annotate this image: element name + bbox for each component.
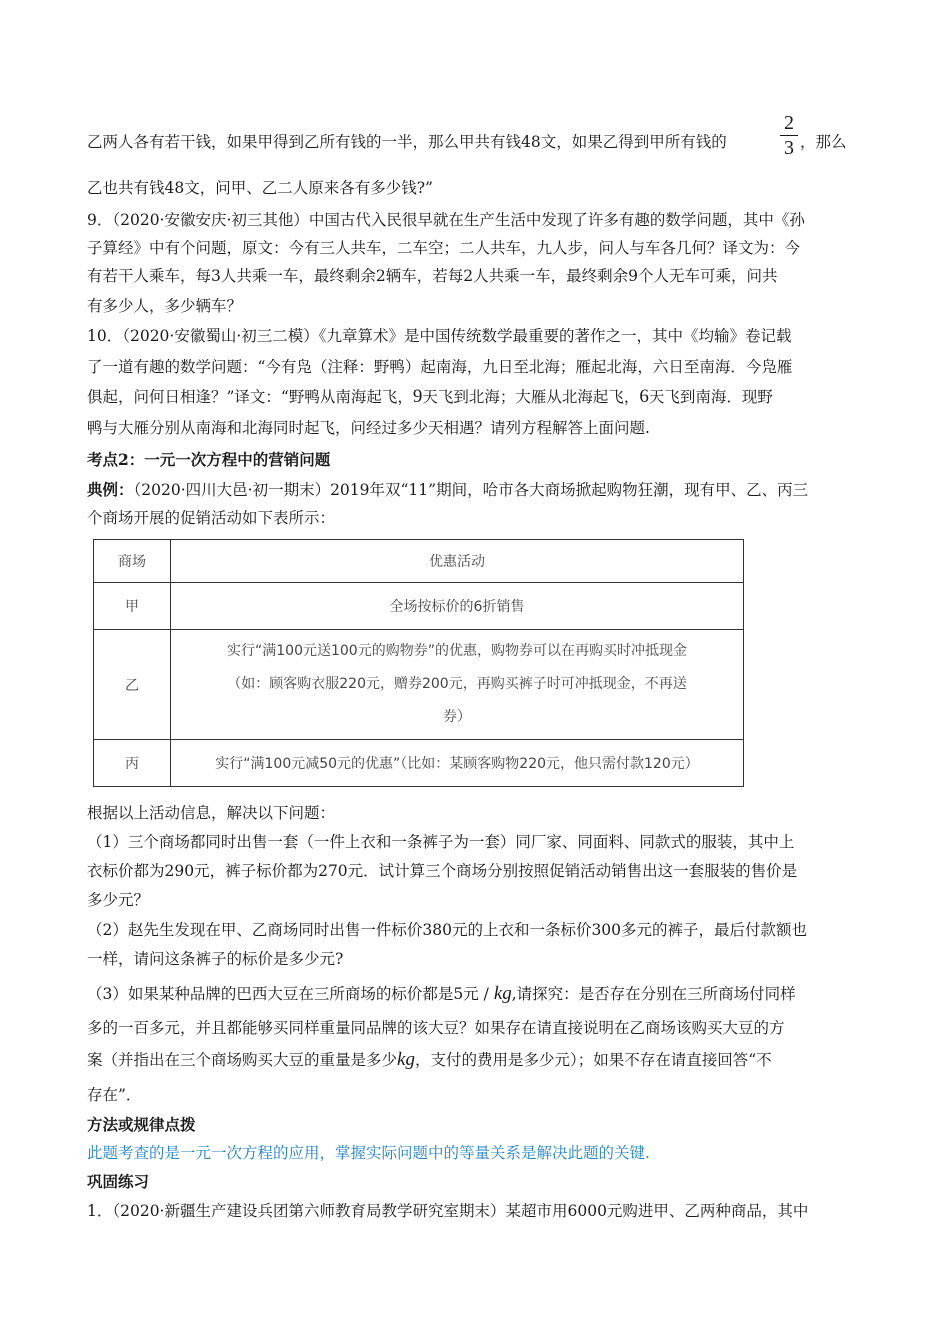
q9-line-1: 9．（2020·安徽安庆·初三其他）中国古代入民很早就在生产生活中发现了许多有趣的数学问题，其中《孙 bbox=[87, 211, 805, 229]
sub3-line-4: 存在”． bbox=[87, 1086, 142, 1104]
number-six: 6 bbox=[639, 386, 649, 407]
q10-line-4: 鸭与大雁分别从南海和北海同时起飞，问经过多少天相遇？请列方程解答上面问题. bbox=[87, 419, 650, 437]
table-header-row bbox=[94, 540, 744, 583]
row-mall-jia: 甲 bbox=[94, 583, 171, 630]
table-row bbox=[94, 630, 744, 740]
table-row bbox=[94, 740, 744, 787]
q10-line-2: 了一道有趣的数学问题：“今有凫（注释：野鸭）起南海，九日至北海；雁起北海，六日至南海．今凫雁 bbox=[87, 358, 793, 376]
practice-title: 巩固练习 bbox=[87, 1172, 150, 1191]
unit-kg-2: kg bbox=[397, 1049, 415, 1070]
header-mall: 商场 bbox=[94, 540, 171, 583]
q10-line-3: 俱起，问何日相逢？”译文：“野鸭从南海起飞，9天飞到北海；大雁从北海起飞，6天飞到南海．现野 bbox=[87, 386, 773, 407]
sub1-line-2: 衣标价都为290元，裤子标价都为270元．试计算三个商场分别按照促销活动销售出这一套服装的售价是 bbox=[87, 862, 798, 880]
promotion-table bbox=[93, 539, 744, 787]
row-promo-bing: 实行“满100元减50元的优惠”（比如：某顾客购物220元，他只需付款120元） bbox=[171, 740, 744, 787]
q9-line-4: 有多少人，多少辆车？ bbox=[87, 297, 243, 315]
fraction-denominator: 3 bbox=[784, 137, 794, 159]
header-promotion: 优惠活动 bbox=[171, 540, 744, 583]
q9-line-3: 有若干人乘车，每3人共乘一车，最终剩余2辆车，若每2人共乘一车，最终剩余9个人无车可乘，问共 bbox=[87, 267, 778, 285]
example-label: 典例： bbox=[87, 480, 134, 499]
q10-line-1: 10．（2020·安徽蜀山·初三二模）《九章算术》是中国传统数学最重要的著作之一，其中《均输》卷记载 bbox=[87, 327, 792, 345]
intro-line-1: 乙两人各有若干钱，如果甲得到乙所有钱的一半，那么甲共有钱48文，如果乙得到甲所有钱的 bbox=[87, 133, 727, 151]
sub2-line-1: （2）赵先生发现在甲、乙商场同时出售一件标价380元的上衣和一条标价300多元的裤子，最后付款额也 bbox=[87, 921, 808, 939]
section-title-kp2: 考点2：一元一次方程中的营销问题 bbox=[87, 450, 331, 469]
row-mall-yi: 乙 bbox=[94, 630, 171, 740]
fraction-numerator: 2 bbox=[784, 112, 794, 134]
intro-line-2: 乙也共有钱48文，问甲、乙二人原来各有多少钱?” bbox=[87, 179, 433, 197]
sub3-line-3: 案（并指出在三个商场购买大豆的重量是多少kg，支付的费用是多少元）；如果不存在请直接回答“不 bbox=[87, 1049, 772, 1070]
intro-line-1-end: ，那么 bbox=[800, 133, 847, 151]
example-line-1: 典例：（2020·四川大邑·初一期末）2019年双“11”期间，哈市各大商场掀起购物狂潮，现有甲、乙、丙三 bbox=[87, 480, 809, 499]
number-nine: 9 bbox=[412, 386, 423, 407]
method-title: 方法或规律点拨 bbox=[87, 1115, 196, 1134]
sub3-line-1: （3）如果某种品牌的巴西大豆在三所商场的标价都是5元 / kg,请探究：是否存在分别在三所商场付同样 bbox=[87, 983, 796, 1004]
q9-line-2: 子算经》中有个问题，原文：今有三人共车，二车空；二人共车，九人步，问人与车各几何？译文为：今 bbox=[87, 239, 801, 257]
row-mall-bing: 丙 bbox=[94, 740, 171, 787]
method-text: 此题考查的是一元一次方程的应用，掌握实际问题中的等量关系是解决此题的关键. bbox=[87, 1144, 650, 1162]
after-table-text: 根据以上活动信息，解决以下问题： bbox=[87, 804, 336, 822]
row-promo-yi: 实行“满100元送100元的购物券”的优惠，购物券可以在再购买时冲抵现金 （如：顾客购衣服220元，赠券200元，再购买裤子时可冲抵现金，不再送 券） bbox=[171, 630, 744, 740]
sub3-line-2: 多的一百多元，并且都能够买同样重量同品牌的该大豆？如果存在请直接说明在乙商场该购买大豆的方 bbox=[87, 1019, 785, 1037]
table-row bbox=[94, 583, 744, 630]
sub1-line-3: 多少元？ bbox=[87, 891, 150, 909]
unit-kg: kg bbox=[493, 983, 512, 1004]
sub1-line-1: （1）三个商场都同时出售一套（一件上衣和一条裤子为一套）同厂家、同面料、同款式的服装，其中上 bbox=[87, 833, 795, 851]
sub2-line-2: 一样，请问这条裤子的标价是多少元? bbox=[87, 950, 344, 968]
practice-q1-line-1: 1．（2020·新疆生产建设兵团第六师教育局教学研究室期末）某超市用6000元购进甲、乙两种商品，其中 bbox=[87, 1202, 809, 1220]
row-promo-jia: 全场按标价的6折销售 bbox=[171, 583, 744, 630]
example-line-2: 个商场开展的促销活动如下表所示： bbox=[87, 509, 336, 527]
fraction-two-thirds bbox=[780, 112, 798, 159]
